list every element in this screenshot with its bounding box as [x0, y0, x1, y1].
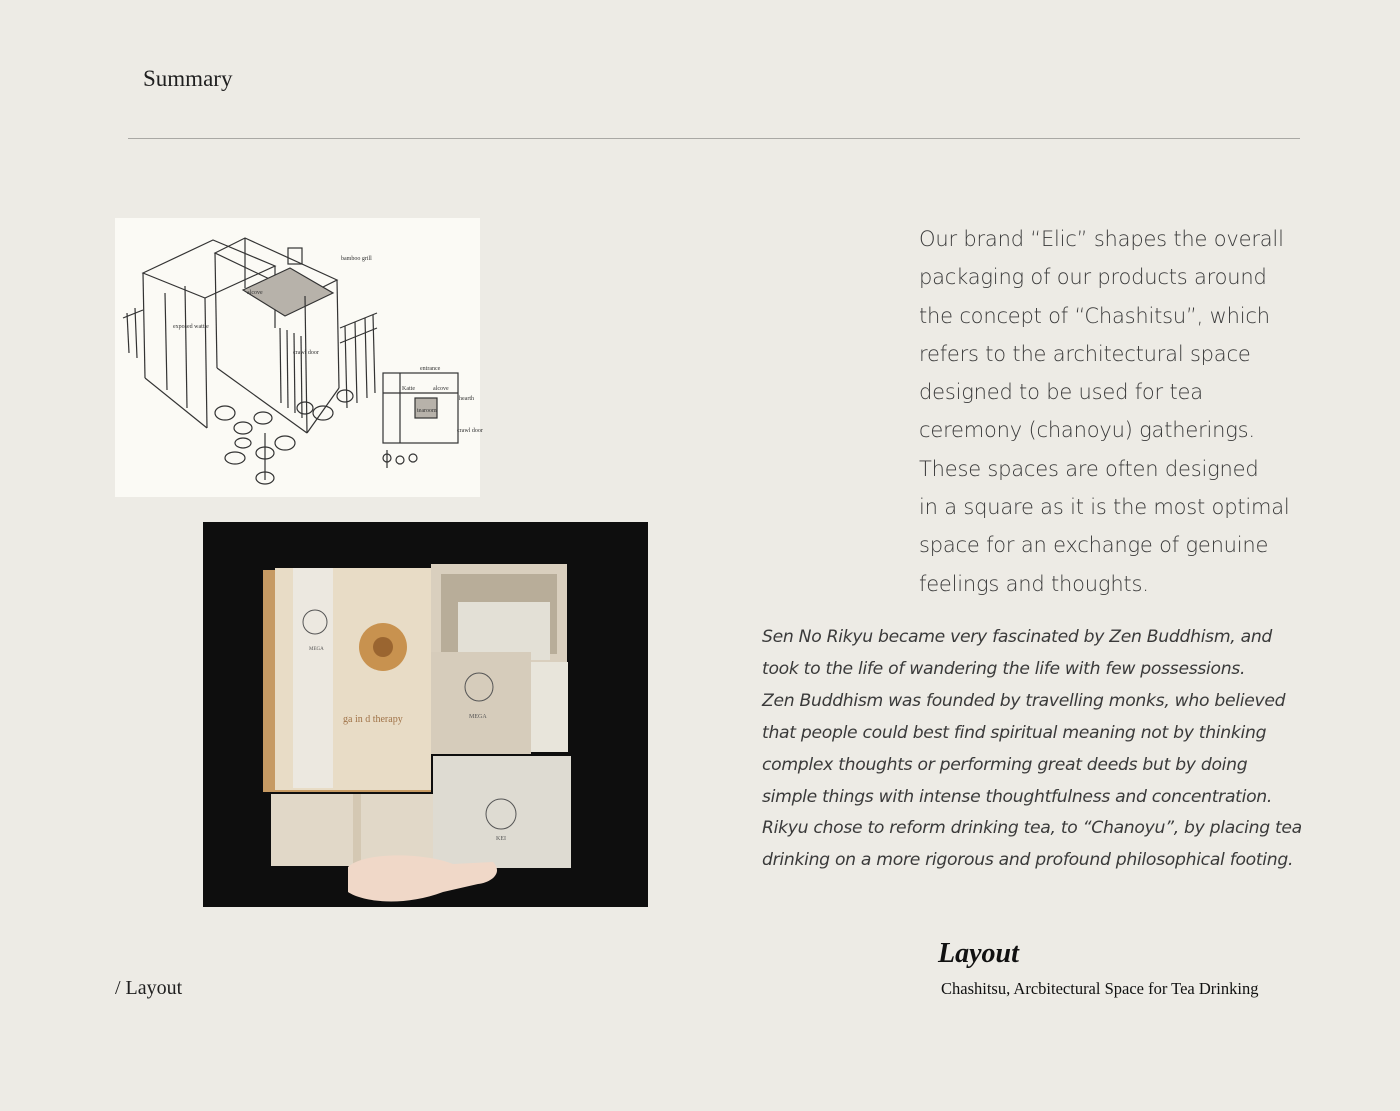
header-divider: [128, 138, 1300, 139]
intro-line: feelings and thoughts.: [919, 571, 1149, 596]
quote-line: that people could best find spiritual meaning not by thinking: [762, 722, 1267, 743]
label-crawl-door: crawl door: [293, 350, 319, 356]
page-title: Summary: [143, 66, 233, 91]
chashitsu-sketch-image: [115, 218, 483, 497]
quote-line: Sen No Rikyu became very fascinated by Zen Buddhism, and: [762, 627, 1273, 647]
quote-line: complex thoughts or performing great deeds but by doing: [762, 754, 1248, 775]
quote-line: drinking on a more rigorous and profound philosophical footing.: [762, 850, 1294, 871]
label-exposed-wattle: exposed wattle: [173, 324, 209, 330]
box-label-mega-2: MEGA: [309, 647, 324, 652]
quote-line: simple things with intense thoughtfulness and concentration.: [762, 786, 1273, 807]
box-label-mega-1: MEGA: [469, 714, 487, 720]
label-hearth: hearth: [459, 396, 474, 402]
intro-paragraph: [919, 220, 1299, 603]
rikyu-quote-paragraph: [762, 622, 1362, 877]
intro-line: ceremony (chanoyu) gatherings.: [919, 418, 1255, 443]
label-bamboo-grill: bamboo grill: [341, 256, 372, 262]
intro-line: These spaces are often designed: [919, 456, 1259, 481]
label-alcove-plan: alcove: [433, 386, 449, 392]
label-katte: Katte: [402, 386, 415, 392]
intro-line: Our brand “Elic” shapes the overall: [919, 227, 1284, 251]
quote-line: Rikyu chose to reform drinking tea, to “Chanoyu”, by placing tea: [762, 818, 1302, 839]
section-subtitle: Chashitsu, Arcbitectural Space for Tea Drinking: [941, 979, 1259, 998]
intro-line: packaging of our products around: [919, 265, 1267, 290]
quote-line: took to the life of wandering the life with few possessions.: [762, 658, 1246, 679]
book-cover-text: ga in d therapy: [343, 714, 403, 725]
box-label-kei: KEI: [496, 836, 506, 842]
intro-line: in a square as it is the most optimal: [919, 495, 1290, 520]
label-alcove: alcove: [247, 290, 263, 296]
intro-line: refers to the architectural space: [919, 341, 1251, 366]
packaging-photo: [203, 522, 648, 907]
intro-line: space for an exchange of genuine: [919, 533, 1269, 558]
intro-line: designed to be used for tea: [919, 380, 1203, 405]
label-crawl-door-plan: crawl door: [457, 428, 483, 434]
label-tearoom: tearoom: [417, 408, 437, 414]
breadcrumb: / Layout: [115, 977, 183, 999]
quote-line: Zen Buddhism was founded by travelling monks, who believed: [762, 690, 1286, 711]
label-entrance: entrance: [420, 366, 441, 372]
intro-line: the concept of “Chashitsu”, which: [919, 303, 1270, 328]
section-title: Layout: [938, 938, 1019, 969]
